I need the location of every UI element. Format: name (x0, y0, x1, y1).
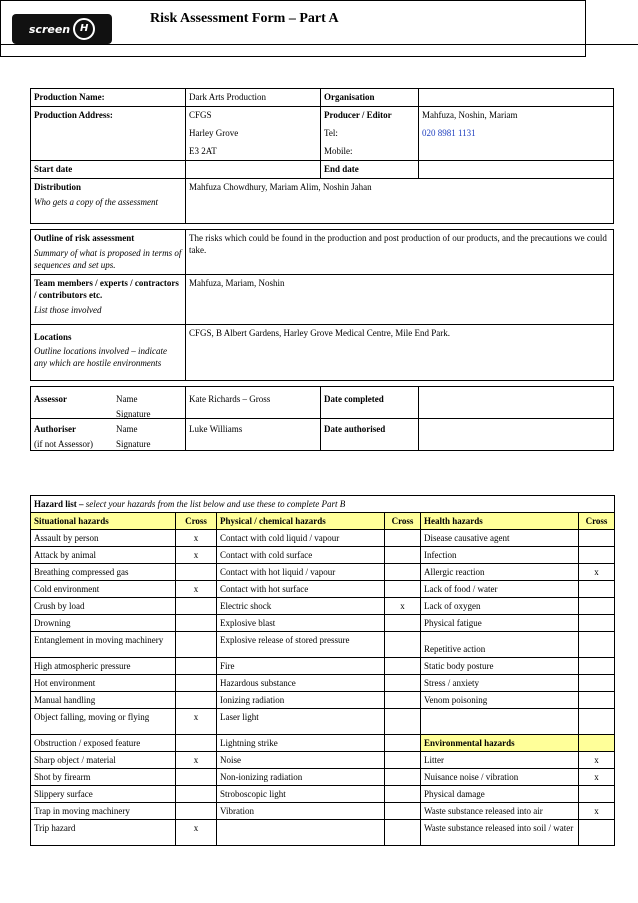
physical-hazard[interactable]: Explosive blast (217, 615, 385, 632)
locations-value[interactable]: CFGS, B Albert Gardens, Harley Grove Medical Centre, Mile End Park. (186, 325, 614, 381)
health-cross[interactable]: x (579, 752, 615, 769)
health-cross[interactable] (579, 658, 615, 675)
health-cross[interactable]: x (579, 803, 615, 820)
producer-label: Producer / Editor (324, 110, 392, 120)
physical-cross[interactable] (385, 803, 421, 820)
screen-logo (12, 14, 112, 44)
situational-cross[interactable] (176, 786, 217, 803)
tel-label: Tel: (324, 128, 338, 138)
situational-hazard[interactable]: Assault by person (31, 530, 176, 547)
authoriser-label: Authoriser (34, 424, 76, 434)
col-cross: Cross (176, 513, 217, 530)
situational-hazard[interactable]: Object falling, moving or flying (31, 709, 176, 735)
physical-cross[interactable] (385, 786, 421, 803)
team-value[interactable]: Mahfuza, Mariam, Noshin (186, 275, 614, 325)
physical-hazard[interactable]: Contact with hot surface (217, 581, 385, 598)
col-health: Health hazards (421, 513, 579, 530)
hazard-list-heading (31, 496, 615, 513)
health-hazard[interactable]: Stress / anxiety (421, 675, 579, 692)
health-cross[interactable] (579, 547, 615, 564)
situational-cross[interactable] (176, 692, 217, 709)
situational-hazard[interactable]: Crush by load (31, 598, 176, 615)
outline-value[interactable]: The risks which could be found in the production and post production of our products, and the precautions we could take. (186, 230, 614, 275)
health-cross[interactable] (579, 581, 615, 598)
physical-hazard[interactable]: Stroboscopic light (217, 786, 385, 803)
table-row (31, 615, 615, 632)
assessor-label: Assessor (34, 394, 67, 404)
situational-cross[interactable] (176, 598, 217, 615)
hazard-list-table (30, 495, 614, 846)
team-hint: List those involved (34, 305, 102, 315)
health-hazard[interactable]: Venom poisoning (421, 692, 579, 709)
situational-cross[interactable] (176, 615, 217, 632)
table-row (31, 820, 615, 846)
date-authorised-value[interactable] (419, 419, 614, 451)
situational-cross[interactable] (176, 675, 217, 692)
table-row (31, 530, 615, 547)
table-row (31, 803, 615, 820)
production-info-table (30, 88, 614, 451)
situational-cross[interactable] (176, 632, 217, 658)
physical-hazard[interactable]: Explosive release of stored pressure (217, 632, 385, 658)
situational-hazard[interactable]: Attack by animal (31, 547, 176, 564)
distribution-label-cell (31, 179, 186, 224)
environmental-hazards-heading: Environmental hazards (421, 735, 579, 752)
table-row (31, 632, 615, 658)
hazard-heading-italic: select your hazards from the list below and use these to complete Part B (83, 499, 346, 509)
authoriser-label-cell (31, 419, 186, 451)
health-hazard[interactable]: Nuisance noise / vibration (421, 769, 579, 786)
situational-cross[interactable]: x (176, 547, 217, 564)
situational-hazard[interactable]: Sharp object / material (31, 752, 176, 769)
physical-hazard[interactable]: Contact with cold surface (217, 547, 385, 564)
col-situational: Situational hazards (31, 513, 176, 530)
physical-cross[interactable] (385, 752, 421, 769)
col-cross: Cross (385, 513, 421, 530)
physical-hazard[interactable]: Hazardous substance (217, 675, 385, 692)
production-address-label: Production Address: (31, 107, 186, 161)
health-hazard[interactable] (421, 709, 579, 735)
situational-cross[interactable]: x (176, 820, 217, 846)
authoriser-hint: (if not Assessor) (34, 439, 93, 449)
outline-hint: Summary of what is proposed in terms of sequences and set ups. (34, 248, 182, 270)
col-physical: Physical / chemical hazards (217, 513, 385, 530)
situational-cross[interactable] (176, 803, 217, 820)
health-cross[interactable] (579, 786, 615, 803)
situational-cross[interactable] (176, 769, 217, 786)
health-hazard[interactable]: Waste substance released into air (421, 803, 579, 820)
health-cross[interactable] (579, 820, 615, 846)
production-name-label: Production Name: (31, 89, 186, 107)
table-row (31, 547, 615, 564)
physical-cross[interactable] (385, 632, 421, 658)
authoriser-signature-label: Signature (116, 439, 151, 449)
physical-cross[interactable] (385, 769, 421, 786)
physical-cross[interactable] (385, 547, 421, 564)
situational-cross[interactable]: x (176, 752, 217, 769)
physical-hazard[interactable] (217, 820, 385, 846)
physical-cross[interactable] (385, 709, 421, 735)
col-cross: Cross (579, 513, 615, 530)
logo-mark: H (73, 18, 95, 40)
end-date-label: End date (321, 161, 419, 179)
table-row (31, 692, 615, 709)
assessor-value[interactable]: Kate Richards – Gross (186, 387, 321, 419)
start-date-value[interactable] (186, 161, 321, 179)
table-row (31, 675, 615, 692)
physical-hazard[interactable]: Electric shock (217, 598, 385, 615)
health-hazard[interactable]: Repetitive action (421, 632, 579, 658)
health-hazard[interactable]: Lack of oxygen (421, 598, 579, 615)
situational-hazard[interactable]: Manual handling (31, 692, 176, 709)
form-header (0, 0, 586, 57)
physical-cross[interactable] (385, 735, 421, 752)
health-cross[interactable] (579, 615, 615, 632)
health-hazard[interactable]: Litter (421, 752, 579, 769)
health-cross[interactable] (579, 632, 615, 658)
physical-hazard[interactable]: Lightning strike (217, 735, 385, 752)
situational-hazard[interactable]: Trip hazard (31, 820, 176, 846)
situational-hazard[interactable]: Breathing compressed gas (31, 564, 176, 581)
distribution-label: Distribution (34, 182, 82, 192)
physical-cross[interactable] (385, 615, 421, 632)
health-cross[interactable]: x (579, 564, 615, 581)
situational-hazard[interactable]: High atmospheric pressure (31, 658, 176, 675)
mobile-label: Mobile: (324, 146, 353, 156)
date-completed-value[interactable] (419, 387, 614, 419)
health-hazard[interactable]: Infection (421, 547, 579, 564)
physical-hazard[interactable]: Contact with hot liquid / vapour (217, 564, 385, 581)
producer-value: Mahfuza, Noshin, Mariam (422, 110, 518, 120)
producer-contact-labels (321, 107, 419, 161)
situational-hazard[interactable]: Drowning (31, 615, 176, 632)
distribution-value[interactable]: Mahfuza Chowdhury, Mariam Alim, Noshin Jahan (186, 179, 614, 224)
tel-value: 020 8981 1131 (422, 128, 476, 138)
health-hazard[interactable]: Lack of food / water (421, 581, 579, 598)
physical-hazard[interactable]: Fire (217, 658, 385, 675)
health-hazard[interactable]: Physical damage (421, 786, 579, 803)
table-row (31, 752, 615, 769)
physical-cross[interactable] (385, 692, 421, 709)
situational-hazard[interactable]: Slippery surface (31, 786, 176, 803)
authoriser-value[interactable]: Luke Williams (186, 419, 321, 451)
physical-cross[interactable]: x (385, 598, 421, 615)
health-hazard[interactable]: Allergic reaction (421, 564, 579, 581)
outline-label: Outline of risk assessment (34, 233, 135, 243)
health-cross (579, 735, 615, 752)
table-row (31, 786, 615, 803)
table-row (31, 564, 615, 581)
assessor-signature-label: Signature (116, 409, 151, 419)
situational-hazard[interactable]: Shot by firearm (31, 769, 176, 786)
situational-cross[interactable]: x (176, 709, 217, 735)
production-name-value[interactable]: Dark Arts Production (186, 89, 321, 107)
organisation-value[interactable] (419, 89, 614, 107)
production-address-value[interactable] (186, 107, 321, 161)
producer-contact-values[interactable] (419, 107, 614, 161)
physical-cross[interactable] (385, 564, 421, 581)
locations-hint: Outline locations involved – indicate any which are hostile environments (34, 346, 167, 368)
hazard-heading-bold: Hazard list – (34, 499, 84, 509)
physical-cross[interactable] (385, 820, 421, 846)
form-title: Risk Assessment Form – Part A (150, 11, 339, 26)
authoriser-name-label: Name (116, 424, 138, 434)
date-authorised-label: Date authorised (321, 419, 419, 451)
physical-hazard[interactable]: Ionizing radiation (217, 692, 385, 709)
address-line: E3 2AT (189, 146, 217, 156)
situational-cross[interactable] (176, 564, 217, 581)
health-hazard[interactable]: Disease causative agent (421, 530, 579, 547)
health-hazard[interactable]: Static body posture (421, 658, 579, 675)
hazard-rows (31, 530, 615, 846)
situational-cross[interactable] (176, 735, 217, 752)
assessor-name-label: Name (116, 394, 138, 404)
health-cross[interactable] (579, 692, 615, 709)
physical-hazard[interactable]: Contact with cold liquid / vapour (217, 530, 385, 547)
physical-hazard[interactable]: Vibration (217, 803, 385, 820)
situational-hazard[interactable]: Obstruction / exposed feature (31, 735, 176, 752)
outline-label-cell (31, 230, 186, 275)
date-completed-label: Date completed (321, 387, 419, 419)
address-line: CFGS (189, 110, 212, 120)
physical-hazard[interactable]: Noise (217, 752, 385, 769)
situational-cross[interactable]: x (176, 530, 217, 547)
address-line: Harley Grove (189, 128, 239, 138)
distribution-hint: Who gets a copy of the assessment (34, 197, 158, 207)
logo-text: screen (28, 22, 71, 36)
physical-cross[interactable] (385, 581, 421, 598)
team-label: Team members / experts / contractors / contributors etc. (34, 278, 179, 300)
assessor-label-cell (31, 387, 186, 419)
locations-label: Locations (34, 332, 72, 342)
situational-hazard[interactable]: Hot environment (31, 675, 176, 692)
header-divider (0, 44, 638, 45)
table-row (31, 658, 615, 675)
locations-label-cell (31, 325, 186, 381)
health-cross[interactable] (579, 530, 615, 547)
table-row (31, 709, 615, 735)
table-row (31, 735, 615, 752)
health-cross[interactable] (579, 709, 615, 735)
health-cross[interactable] (579, 598, 615, 615)
physical-cross[interactable] (385, 675, 421, 692)
organisation-label: Organisation (321, 89, 419, 107)
situational-cross[interactable]: x (176, 581, 217, 598)
physical-hazard[interactable]: Laser light (217, 709, 385, 735)
physical-cross[interactable] (385, 658, 421, 675)
physical-cross[interactable] (385, 530, 421, 547)
physical-hazard[interactable]: Non-ionizing radiation (217, 769, 385, 786)
situational-cross[interactable] (176, 658, 217, 675)
health-cross[interactable]: x (579, 769, 615, 786)
situational-hazard[interactable]: Trap in moving machinery (31, 803, 176, 820)
health-hazard[interactable]: Waste substance released into soil / water (421, 820, 579, 846)
table-row (31, 581, 615, 598)
start-date-label: Start date (31, 161, 186, 179)
table-row (31, 598, 615, 615)
health-hazard[interactable]: Physical fatigue (421, 615, 579, 632)
health-cross[interactable] (579, 675, 615, 692)
situational-hazard[interactable]: Cold environment (31, 581, 176, 598)
end-date-value[interactable] (419, 161, 614, 179)
team-label-cell (31, 275, 186, 325)
table-row (31, 769, 615, 786)
situational-hazard[interactable]: Entanglement in moving machinery (31, 632, 176, 658)
